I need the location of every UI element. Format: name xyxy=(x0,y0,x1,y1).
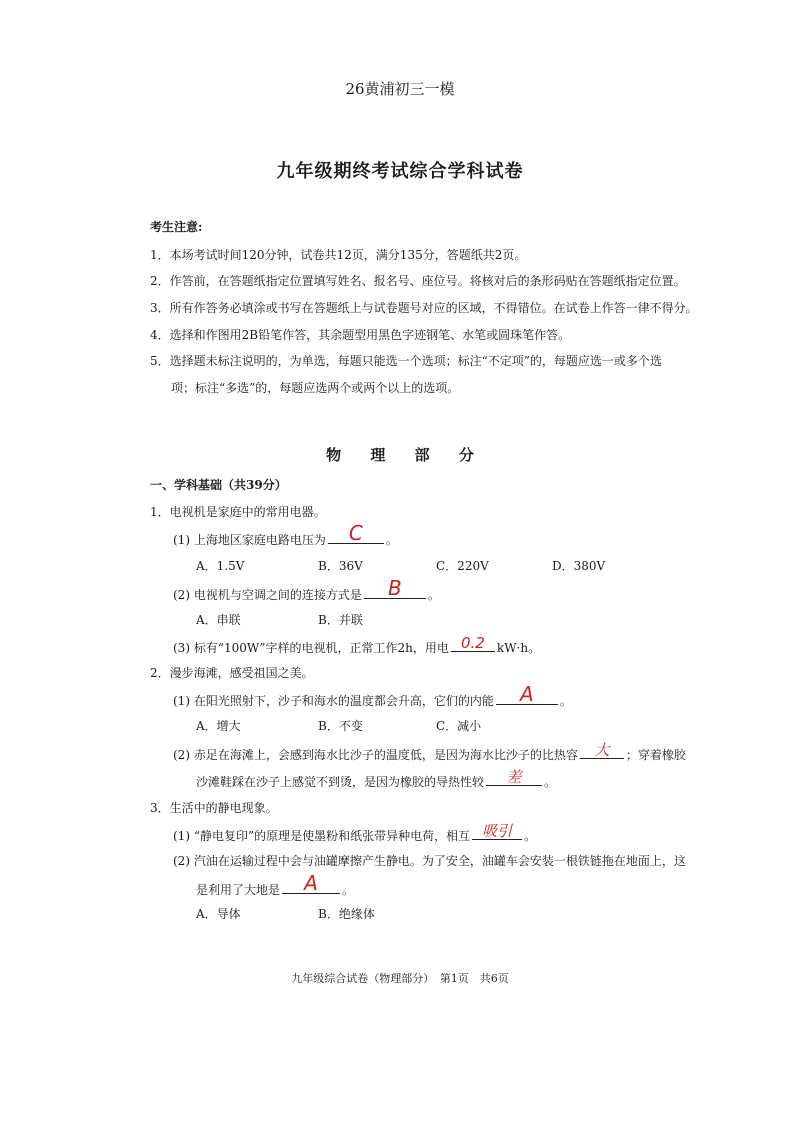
question-text: ；穿着橡胶 xyxy=(625,748,686,762)
question-text: 。 xyxy=(427,588,440,602)
handwritten-answer: A xyxy=(519,682,534,706)
question-text: 。 xyxy=(342,883,355,897)
question-text: 。 xyxy=(524,829,537,843)
handwritten-answer: 0.2 xyxy=(460,634,485,652)
question-1-stem: 1．电视机是家庭中的常用电器。 xyxy=(150,505,326,519)
note-item: 4．选择和作图用2B铅笔作答，其余题型用黑色字迹钢笔、水笔或圆珠笔作答。 xyxy=(150,328,571,342)
question-1-3 xyxy=(173,634,541,656)
answer-blank xyxy=(282,871,340,895)
option: A．增大 xyxy=(196,719,241,733)
note-item: 1．本场考试时间120分钟，试卷共12页，满分135分，答题纸共2页。 xyxy=(150,248,527,262)
option: A．串联 xyxy=(196,613,241,627)
question-text: (1) “静电复印”的原理是使墨粉和纸张带异种电荷，相互 xyxy=(173,829,471,843)
question-2-2-continued xyxy=(196,768,557,790)
section-title: 物 理 部 分 xyxy=(326,446,474,464)
handwritten-answer: 大 xyxy=(594,741,610,759)
question-text: (2) 电视机与空调之间的连接方式是 xyxy=(173,588,362,602)
answer-blank xyxy=(486,768,542,786)
question-text: 。 xyxy=(559,694,572,708)
question-text: 。 xyxy=(544,775,557,789)
question-text: (3) 标有“100W”字样的电视机，正常工作2h，用电 xyxy=(173,641,449,655)
handwritten-answer: 吸引 xyxy=(482,822,513,840)
exam-title: 九年级期终考试综合学科试卷 xyxy=(276,161,524,182)
question-3-1 xyxy=(173,822,537,844)
question-text: 。 xyxy=(385,533,398,547)
handwritten-answer: A xyxy=(304,871,318,895)
question-text: kW·h。 xyxy=(496,641,541,655)
answer-blank xyxy=(580,741,624,759)
note-item: 2．作答前，在答题纸指定位置填写姓名、报名号、座位号。将核对后的条形码贴在答题纸指定位置。 xyxy=(150,274,686,288)
question-text: 是利用了大地是 xyxy=(196,883,281,897)
note-item-continued: 项；标注“多选”的，每题应选两个或两个以上的选项。 xyxy=(171,381,460,395)
handwritten-answer: B xyxy=(387,576,402,600)
exam-source-header: 26黄浦初三一模 xyxy=(345,80,455,98)
notes-heading: 考生注意: xyxy=(150,220,203,234)
question-2-stem: 2．漫步海滩，感受祖国之美。 xyxy=(150,666,314,680)
question-3-2: (2) 汽油在运输过程中会与油罐摩擦产生静电。为了安全，油罐车会安装一根铁链拖在地面上，这 xyxy=(173,854,686,868)
question-2-2 xyxy=(173,741,686,763)
question-1-1 xyxy=(173,521,398,548)
option: A．1.5V xyxy=(196,559,245,573)
question-2-1 xyxy=(173,682,572,709)
option: D．380V xyxy=(552,559,606,573)
question-3-2-continued xyxy=(196,871,355,898)
handwritten-answer: C xyxy=(348,521,363,545)
handwritten-answer: 差 xyxy=(506,768,522,786)
question-3-stem: 3．生活中的静电现象。 xyxy=(150,801,278,815)
question-text: 沙滩鞋踩在沙子上感觉不到烫，是因为橡胶的导热性较 xyxy=(196,775,485,789)
option: C．减小 xyxy=(436,719,482,733)
part-title: 一、学科基础（共39分） xyxy=(150,478,287,492)
note-item: 3．所有作答务必填涂或书写在答题纸上与试卷题号对应的区域，不得错位。在试卷上作答一律不得分。 xyxy=(150,301,698,315)
option: B．绝缘体 xyxy=(318,907,375,921)
answer-blank xyxy=(364,576,426,600)
note-item: 5．选择题未标注说明的，为单选，每题只能选一个选项；标注“不定项”的，每题应选一或多个选 xyxy=(150,354,662,368)
option: B．不变 xyxy=(318,719,363,733)
question-text: (1) 在阳光照射下，沙子和海水的温度都会升高，它们的内能 xyxy=(173,694,494,708)
answer-blank xyxy=(496,682,558,706)
option: A．导体 xyxy=(196,907,241,921)
question-text: (2) 赤足在海滩上，会感到海水比沙子的温度低，是因为海水比沙子的比热容 xyxy=(173,748,578,762)
question-text: (1) 上海地区家庭电路电压为 xyxy=(173,533,326,547)
answer-blank xyxy=(472,822,522,840)
answer-blank xyxy=(451,634,495,652)
option: C．220V xyxy=(436,559,489,573)
page-footer: 九年级综合试卷（物理部分） 第1页 共6页 xyxy=(291,972,509,985)
answer-blank xyxy=(328,521,384,545)
question-1-2 xyxy=(173,576,440,603)
option: B．并联 xyxy=(318,613,363,627)
option: B．36V xyxy=(318,559,363,573)
